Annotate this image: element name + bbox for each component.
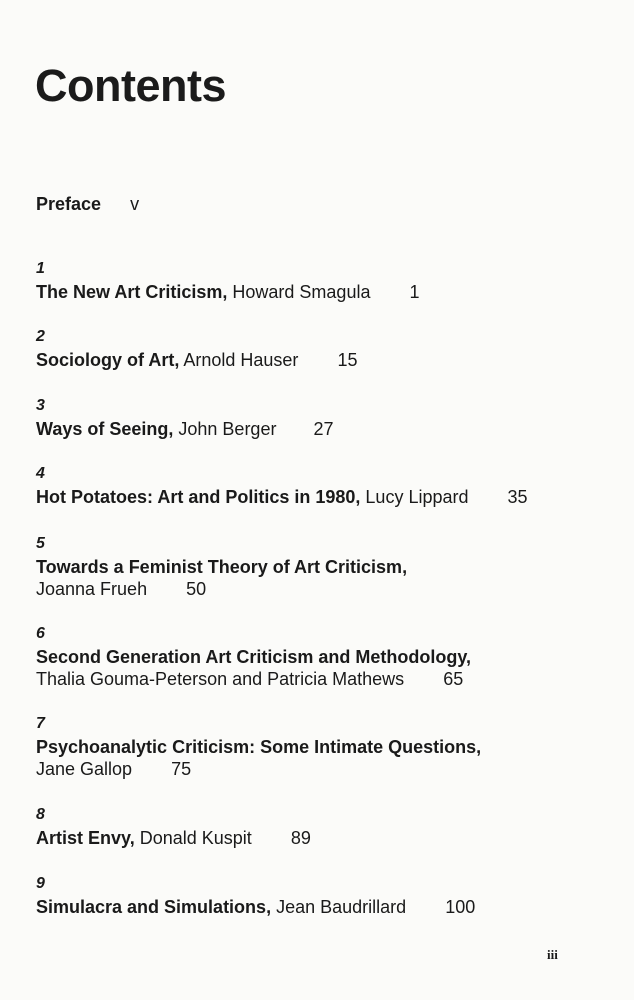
chapter-line xyxy=(36,418,334,440)
chapter-page-number: 15 xyxy=(337,350,358,370)
chapter-author: Jane Gallop xyxy=(36,759,133,779)
chapter-page-number: 89 xyxy=(290,828,311,848)
chapter-line xyxy=(36,486,528,508)
chapter-title: Hot Potatoes: Art and Politics in 1980, xyxy=(36,487,361,507)
chapter-number: 6 xyxy=(36,625,45,642)
chapter-author: John Berger xyxy=(178,419,277,439)
chapter-page-number: 1 xyxy=(409,282,420,302)
toc-entry-2 xyxy=(36,328,357,371)
chapter-author: Lucy Lippard xyxy=(365,487,469,507)
chapter-page-number: 100 xyxy=(445,897,476,917)
chapter-author: Howard Smagula xyxy=(232,282,371,302)
toc-entry-6 xyxy=(36,625,471,690)
chapter-title: Second Generation Art Criticism and Methodology, xyxy=(36,647,472,667)
toc-entry-9 xyxy=(36,875,475,918)
chapter-author-line xyxy=(36,668,471,690)
chapter-author: Donald Kuspit xyxy=(139,828,252,848)
preface-entry xyxy=(36,193,139,215)
toc-entry-5 xyxy=(36,535,407,600)
chapter-number: 2 xyxy=(36,328,45,345)
page-title: Contents xyxy=(35,60,226,111)
chapter-author-line xyxy=(36,758,481,780)
chapter-title: Psychoanalytic Criticism: Some Intimate Questions, xyxy=(36,737,482,757)
chapter-page-number: 75 xyxy=(171,759,192,779)
chapter-number: 4 xyxy=(36,465,45,482)
chapter-title: Ways of Seeing, xyxy=(36,419,174,439)
preface-label: Preface xyxy=(36,194,102,214)
chapter-author: Jean Baudrillard xyxy=(276,897,407,917)
chapter-line xyxy=(36,896,475,918)
toc-entry-4 xyxy=(36,465,528,508)
chapter-title: Sociology of Art, xyxy=(36,350,180,370)
chapter-title: The New Art Criticism, xyxy=(36,282,228,302)
chapter-author: Arnold Hauser xyxy=(183,350,299,370)
chapter-title-line xyxy=(36,736,481,758)
chapter-line xyxy=(36,281,420,303)
toc-entry-8 xyxy=(36,806,311,849)
chapter-page-number: 27 xyxy=(313,419,334,439)
toc-entry-3 xyxy=(36,397,334,440)
chapter-title: Artist Envy, xyxy=(36,828,135,848)
chapter-page-number: 65 xyxy=(443,669,464,689)
page-folio: iii xyxy=(547,947,558,962)
chapter-page-number: 50 xyxy=(186,579,207,599)
chapter-number: 7 xyxy=(36,715,45,732)
chapter-line xyxy=(36,349,357,371)
chapter-line xyxy=(36,827,311,849)
chapter-title: Towards a Feminist Theory of Art Criticism, xyxy=(36,557,408,577)
chapter-number: 8 xyxy=(36,806,45,823)
chapter-author: Thalia Gouma-Peterson and Patricia Mathews xyxy=(36,669,405,689)
chapter-number: 5 xyxy=(36,535,45,552)
chapter-author-line xyxy=(36,578,407,600)
chapter-number: 9 xyxy=(36,875,45,892)
toc-entry-1 xyxy=(36,260,420,303)
chapter-number: 1 xyxy=(36,260,45,277)
chapter-page-number: 35 xyxy=(507,487,528,507)
chapter-title: Simulacra and Simulations, xyxy=(36,897,272,917)
preface-page-number: v xyxy=(130,194,140,214)
chapter-title-line xyxy=(36,646,471,668)
toc-entry-7 xyxy=(36,715,481,780)
chapter-title-line xyxy=(36,556,407,578)
chapter-author: Joanna Frueh xyxy=(36,579,148,599)
chapter-number: 3 xyxy=(36,397,45,414)
